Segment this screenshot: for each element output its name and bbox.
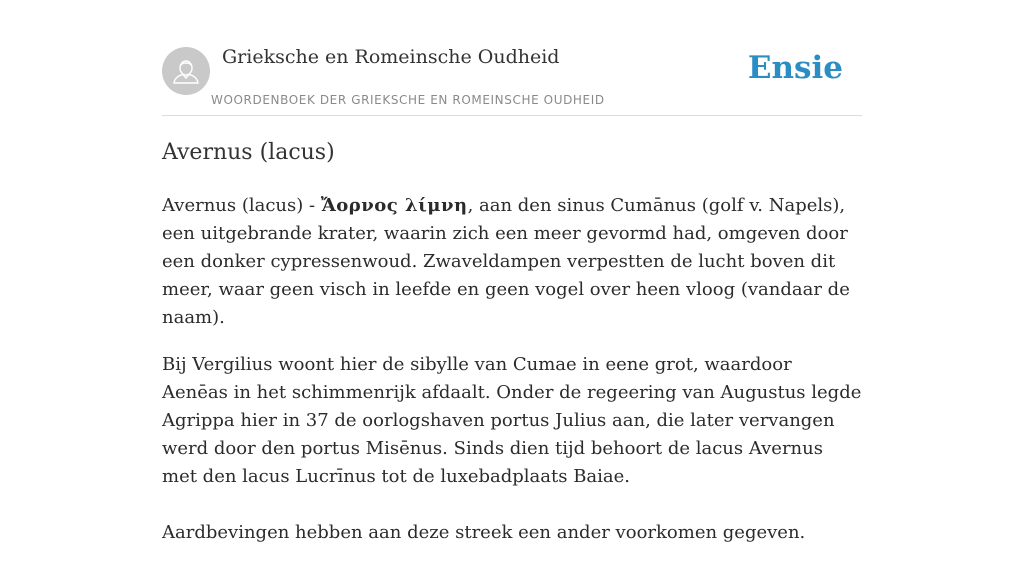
source-subtitle: WOORDENBOEK DER GRIEKSCHE EN ROMEINSCHE OUDHEID	[211, 93, 605, 107]
paragraph-1-rest: , aan den sinus Cumānus (golf v. Napels), een uitgebrande krater, waarin zich een meer gevormd had, omgeven door een donker cypressenwoud. Zwaveldampen verpestten de lucht boven dit meer, waar geen visch in leefde en geen vogel over heen vloog (vandaar de naam).	[162, 195, 850, 328]
paragraph-3: Aardbevingen hebben aan deze streek een ander voorkomen gegeven.	[162, 522, 806, 543]
paragraph-2: Bij Vergilius woont hier de sibylle van Cumae in eene grot, waardoor Aenēas in het schimmenrijk afdaalt. Onder de regeering van Augustus legde Agrippa hier in 37 de oorlogshaven portus Julius aan, die later vervangen werd door den portus Misēnus. Sinds dien tijd behoort de lacus Avernus met den lacus Lucrīnus tot de luxebadplaats Baiae.	[162, 354, 862, 487]
greek-term: Ἄορνος λίμνη	[320, 195, 468, 216]
user-icon[interactable]	[162, 47, 210, 95]
page-container	[162, 0, 862, 543]
brand-logo[interactable]: Ensie	[747, 50, 843, 86]
paragraph-1-lead: Avernus (lacus) -	[162, 195, 321, 216]
source-title[interactable]: Grieksche en Romeinsche Oudheid	[222, 46, 560, 68]
entry-title: Avernus (lacus)	[162, 140, 335, 165]
entry-body	[162, 192, 862, 566]
source-header	[162, 0, 862, 116]
paragraph-1	[162, 192, 862, 332]
